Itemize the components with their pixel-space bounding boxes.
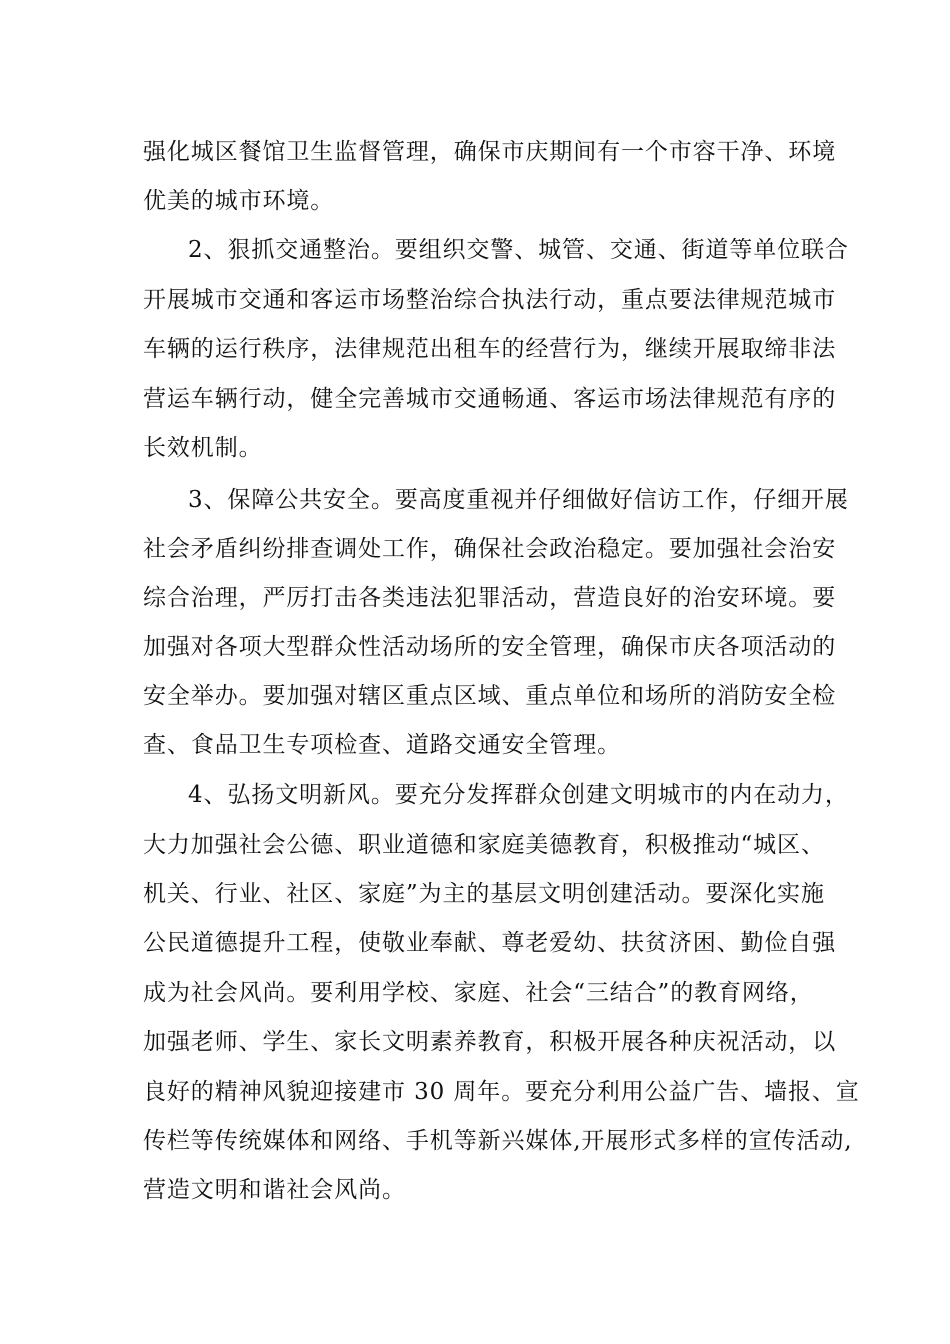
text-line: 综合治理，严厉打击各类违法犯罪活动，营造良好的治安环境。要: [143, 585, 837, 611]
text-line: 成为社会风尚。要利用学校、家庭、社会“三结合”的教育网络，: [143, 980, 814, 1006]
text-line: 加强对各项大型群众性活动场所的安全管理，确保市庆各项活动的: [143, 634, 837, 660]
paragraph-first-line: 2、狠抓交通整治。要组织交警、城管、交通、街道等单位联合: [188, 237, 849, 263]
text-line: 营运车辆行动，健全完善城市交通畅通、客运市场法律规范有序的: [143, 386, 837, 412]
text-line: 传栏等传统媒体和网络、手机等新兴媒体,开展形式多样的宣传活动,: [143, 1128, 853, 1154]
text-line: 社会矛盾纠纷排查调处工作，确保社会政治稳定。要加强社会治安: [143, 536, 837, 562]
paragraph-first-line: 3、保障公共安全。要高度重视并仔细做好信访工作，仔细开展: [188, 487, 849, 513]
text-line: 加强老师、学生、家长文明素养教育，积极开展各种庆祝活动，以: [143, 1029, 837, 1055]
text-line: 优美的城市环境。: [143, 188, 335, 214]
text-line: 营造文明和谐社会风尚。: [143, 1177, 406, 1203]
text-line: 查、食品卫生专项检查、道路交通安全管理。: [143, 732, 621, 758]
text-line: 机关、行业、社区、家庭”为主的基层文明创建活动。要深化实施: [143, 881, 825, 907]
text-line: 开展城市交通和客运市场整治综合执法行动，重点要法律规范城市: [143, 287, 837, 313]
text-line: 大力加强社会公德、职业道德和家庭美德教育，积极推动“城区、: [143, 832, 825, 858]
text-line: 安全举办。要加强对辖区重点区域、重点单位和场所的消防安全检: [143, 683, 837, 709]
text-line: 长效机制。: [143, 435, 263, 461]
text-line: 强化城区餐馆卫生监督管理，确保市庆期间有一个市容干净、环境: [143, 139, 837, 165]
text-line: 车辆的运行秩序，法律规范出租车的经营行为，继续开展取缔非法: [143, 336, 837, 362]
paragraph-first-line: 4、弘扬文明新风。要充分发挥群众创建文明城市的内在动力，: [188, 782, 849, 808]
text-line: 良好的精神风貌迎接建市 30 周年。要充分利用公益广告、墙报、宣: [143, 1079, 860, 1105]
text-line: 公民道德提升工程，使敬业奉献、尊老爱幼、扶贫济困、勤俭自强: [143, 930, 837, 956]
